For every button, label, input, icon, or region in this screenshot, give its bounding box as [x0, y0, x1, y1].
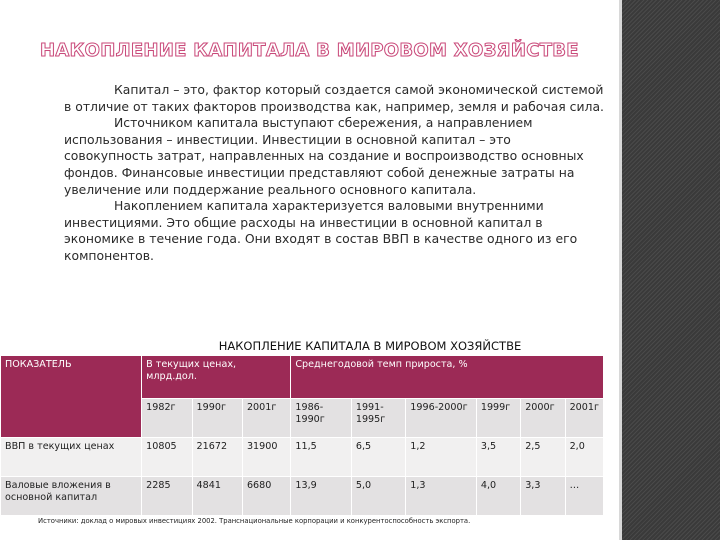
year-cell: 2001г [565, 399, 603, 438]
table-row-investment [1, 477, 604, 516]
data-cell: 6,5 [351, 438, 405, 477]
table-row-gdp [1, 438, 604, 477]
data-cell: … [565, 477, 603, 516]
data-cell: 2285 [142, 477, 192, 516]
data-cell: 10805 [142, 438, 192, 477]
slide-title: НАКОПЛЕНИЕ КАПИТАЛА В МИРОВОМ ХОЗЯЙСТВЕ [40, 40, 579, 61]
decorative-side-band [622, 0, 720, 540]
data-cell: 1,3 [406, 477, 477, 516]
paragraph-1: Капитал – это, фактор который создается самой экономической системой в отличие от таких факторов производства как, например, земля и рабочая сила. [64, 82, 604, 114]
data-cell: 6680 [242, 477, 290, 516]
year-cell: 1990г [192, 399, 242, 438]
data-cell: 4841 [192, 477, 242, 516]
data-cell: 31900 [242, 438, 290, 477]
row-label: Валовые вложения в основной капитал [1, 477, 142, 516]
row-label: ВВП в текущих ценах [1, 438, 142, 477]
capital-accumulation-table [0, 355, 604, 516]
year-cell: 1991-1995г [351, 399, 405, 438]
paragraph-2: Источником капитала выступают сбережения, а направлением использования – инвестиции. Инвестиции в основной капитал – это совокупность затрат, направленных на создание и воспроизводство основных фондов. Финансовые инвестиции представляют собой денежные затраты на увеличение или поддержание реального основного капитала. [64, 115, 584, 197]
data-cell: 11,5 [291, 438, 351, 477]
header-indicator: ПОКАЗАТЕЛЬ [1, 356, 142, 438]
side-band-divider [619, 0, 622, 540]
data-cell: 21672 [192, 438, 242, 477]
year-cell: 1986-1990г [291, 399, 351, 438]
data-cell: 5,0 [351, 477, 405, 516]
year-cell: 1996-2000г [406, 399, 477, 438]
year-cell: 1999г [476, 399, 520, 438]
header-growth-rate: Среднегодовой темп прироста, % [291, 356, 604, 399]
source-note: Источники: доклад о мировых инвестициях 2002. Транснациональные корпорации и конкурентоспособность экспорта. [38, 517, 471, 525]
data-cell: 4,0 [476, 477, 520, 516]
year-cell: 2000г [521, 399, 565, 438]
data-cell: 3,3 [521, 477, 565, 516]
data-cell: 13,9 [291, 477, 351, 516]
year-cell: 1982г [142, 399, 192, 438]
body-text [64, 82, 604, 265]
data-cell: 2,5 [521, 438, 565, 477]
header-current-prices: В текущих ценах, млрд.дол. [142, 356, 291, 399]
data-cell: 2,0 [565, 438, 603, 477]
data-cell: 1,2 [406, 438, 477, 477]
data-cell: 3,5 [476, 438, 520, 477]
table-header-row [1, 356, 604, 399]
paragraph-3: Накоплением капитала характеризуется валовыми внутренними инвестициями. Это общие расходы на инвестиции в основной капитал в экономике в течение года. Они входят в состав ВВП в качестве одного из его компонентов. [64, 198, 578, 263]
year-cell: 2001г [242, 399, 290, 438]
table-title: НАКОПЛЕНИЕ КАПИТАЛА В МИРОВОМ ХОЗЯЙСТВЕ [218, 339, 522, 353]
